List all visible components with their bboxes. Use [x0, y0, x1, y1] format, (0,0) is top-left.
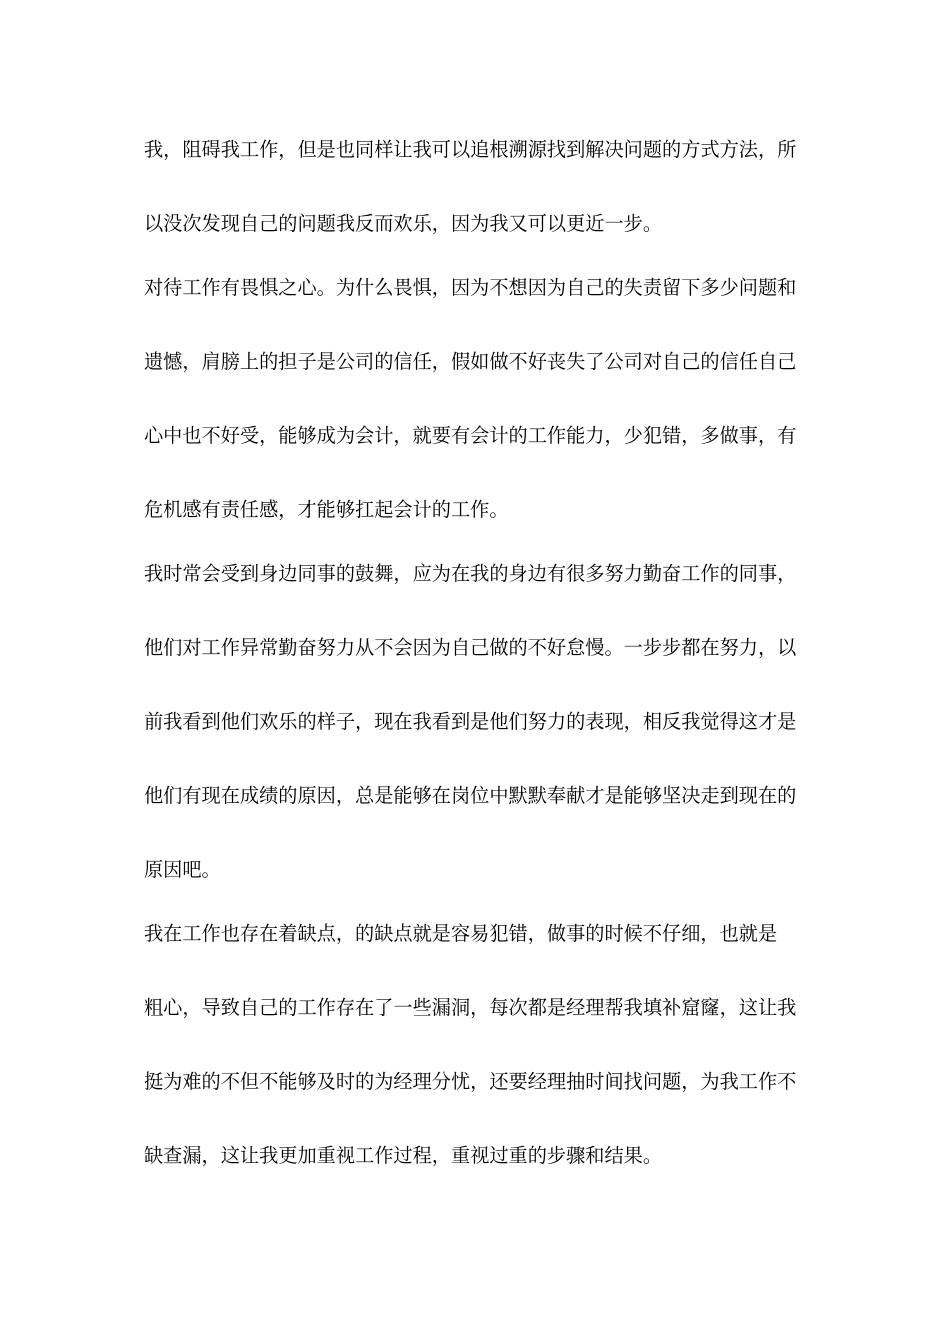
text-line: 遗憾，肩膀上的担子是公司的信任，假如做不好丧失了公司对自己的信任自己 [144, 350, 797, 373]
text-line: 我时常会受到身边同事的鼓舞，应为在我的身边有很多努力勤奋工作的同事， [144, 562, 797, 585]
text-line: 心中也不好受，能够成为会计，就要有会计的工作能力，少犯错，多做事，有 [144, 424, 797, 447]
text-line: 以没次发现自己的问题我反而欢乐，因为我又可以更近一步。 [144, 212, 663, 235]
text-line: 他们有现在成绩的原因，总是能够在岗位中默默奉献才是能够坚决走到现在的 [144, 784, 797, 807]
text-line: 对待工作有畏惧之心。为什么畏惧，因为不想因为自己的失责留下多少问题和 [144, 276, 797, 299]
text-line: 粗心，导致自己的工作存在了一些漏洞，每次都是经理帮我填补窟窿，这让我 [144, 996, 797, 1019]
text-line: 挺为难的不但不能够及时的为经理分忧，还要经理抽时间找问题，为我工作不 [144, 1070, 797, 1093]
text-line: 我在工作也存在着缺点，的缺点就是容易犯错，做事的时候不仔细，也就是 [144, 922, 778, 945]
text-line: 我，阻碍我工作，但是也同样让我可以追根溯源找到解决问题的方式方法，所 [144, 138, 797, 161]
text-line: 原因吧。 [144, 858, 221, 881]
text-line: 他们对工作异常勤奋努力从不会因为自己做的不好怠慢。一步步都在努力，以 [144, 636, 797, 659]
text-line: 前我看到他们欢乐的样子，现在我看到是他们努力的表现，相反我觉得这才是 [144, 710, 797, 733]
text-line: 危机感有责任感，才能够扛起会计的工作。 [144, 498, 509, 521]
text-line: 缺查漏，这让我更加重视工作过程，重视过重的步骤和结果。 [144, 1144, 663, 1167]
